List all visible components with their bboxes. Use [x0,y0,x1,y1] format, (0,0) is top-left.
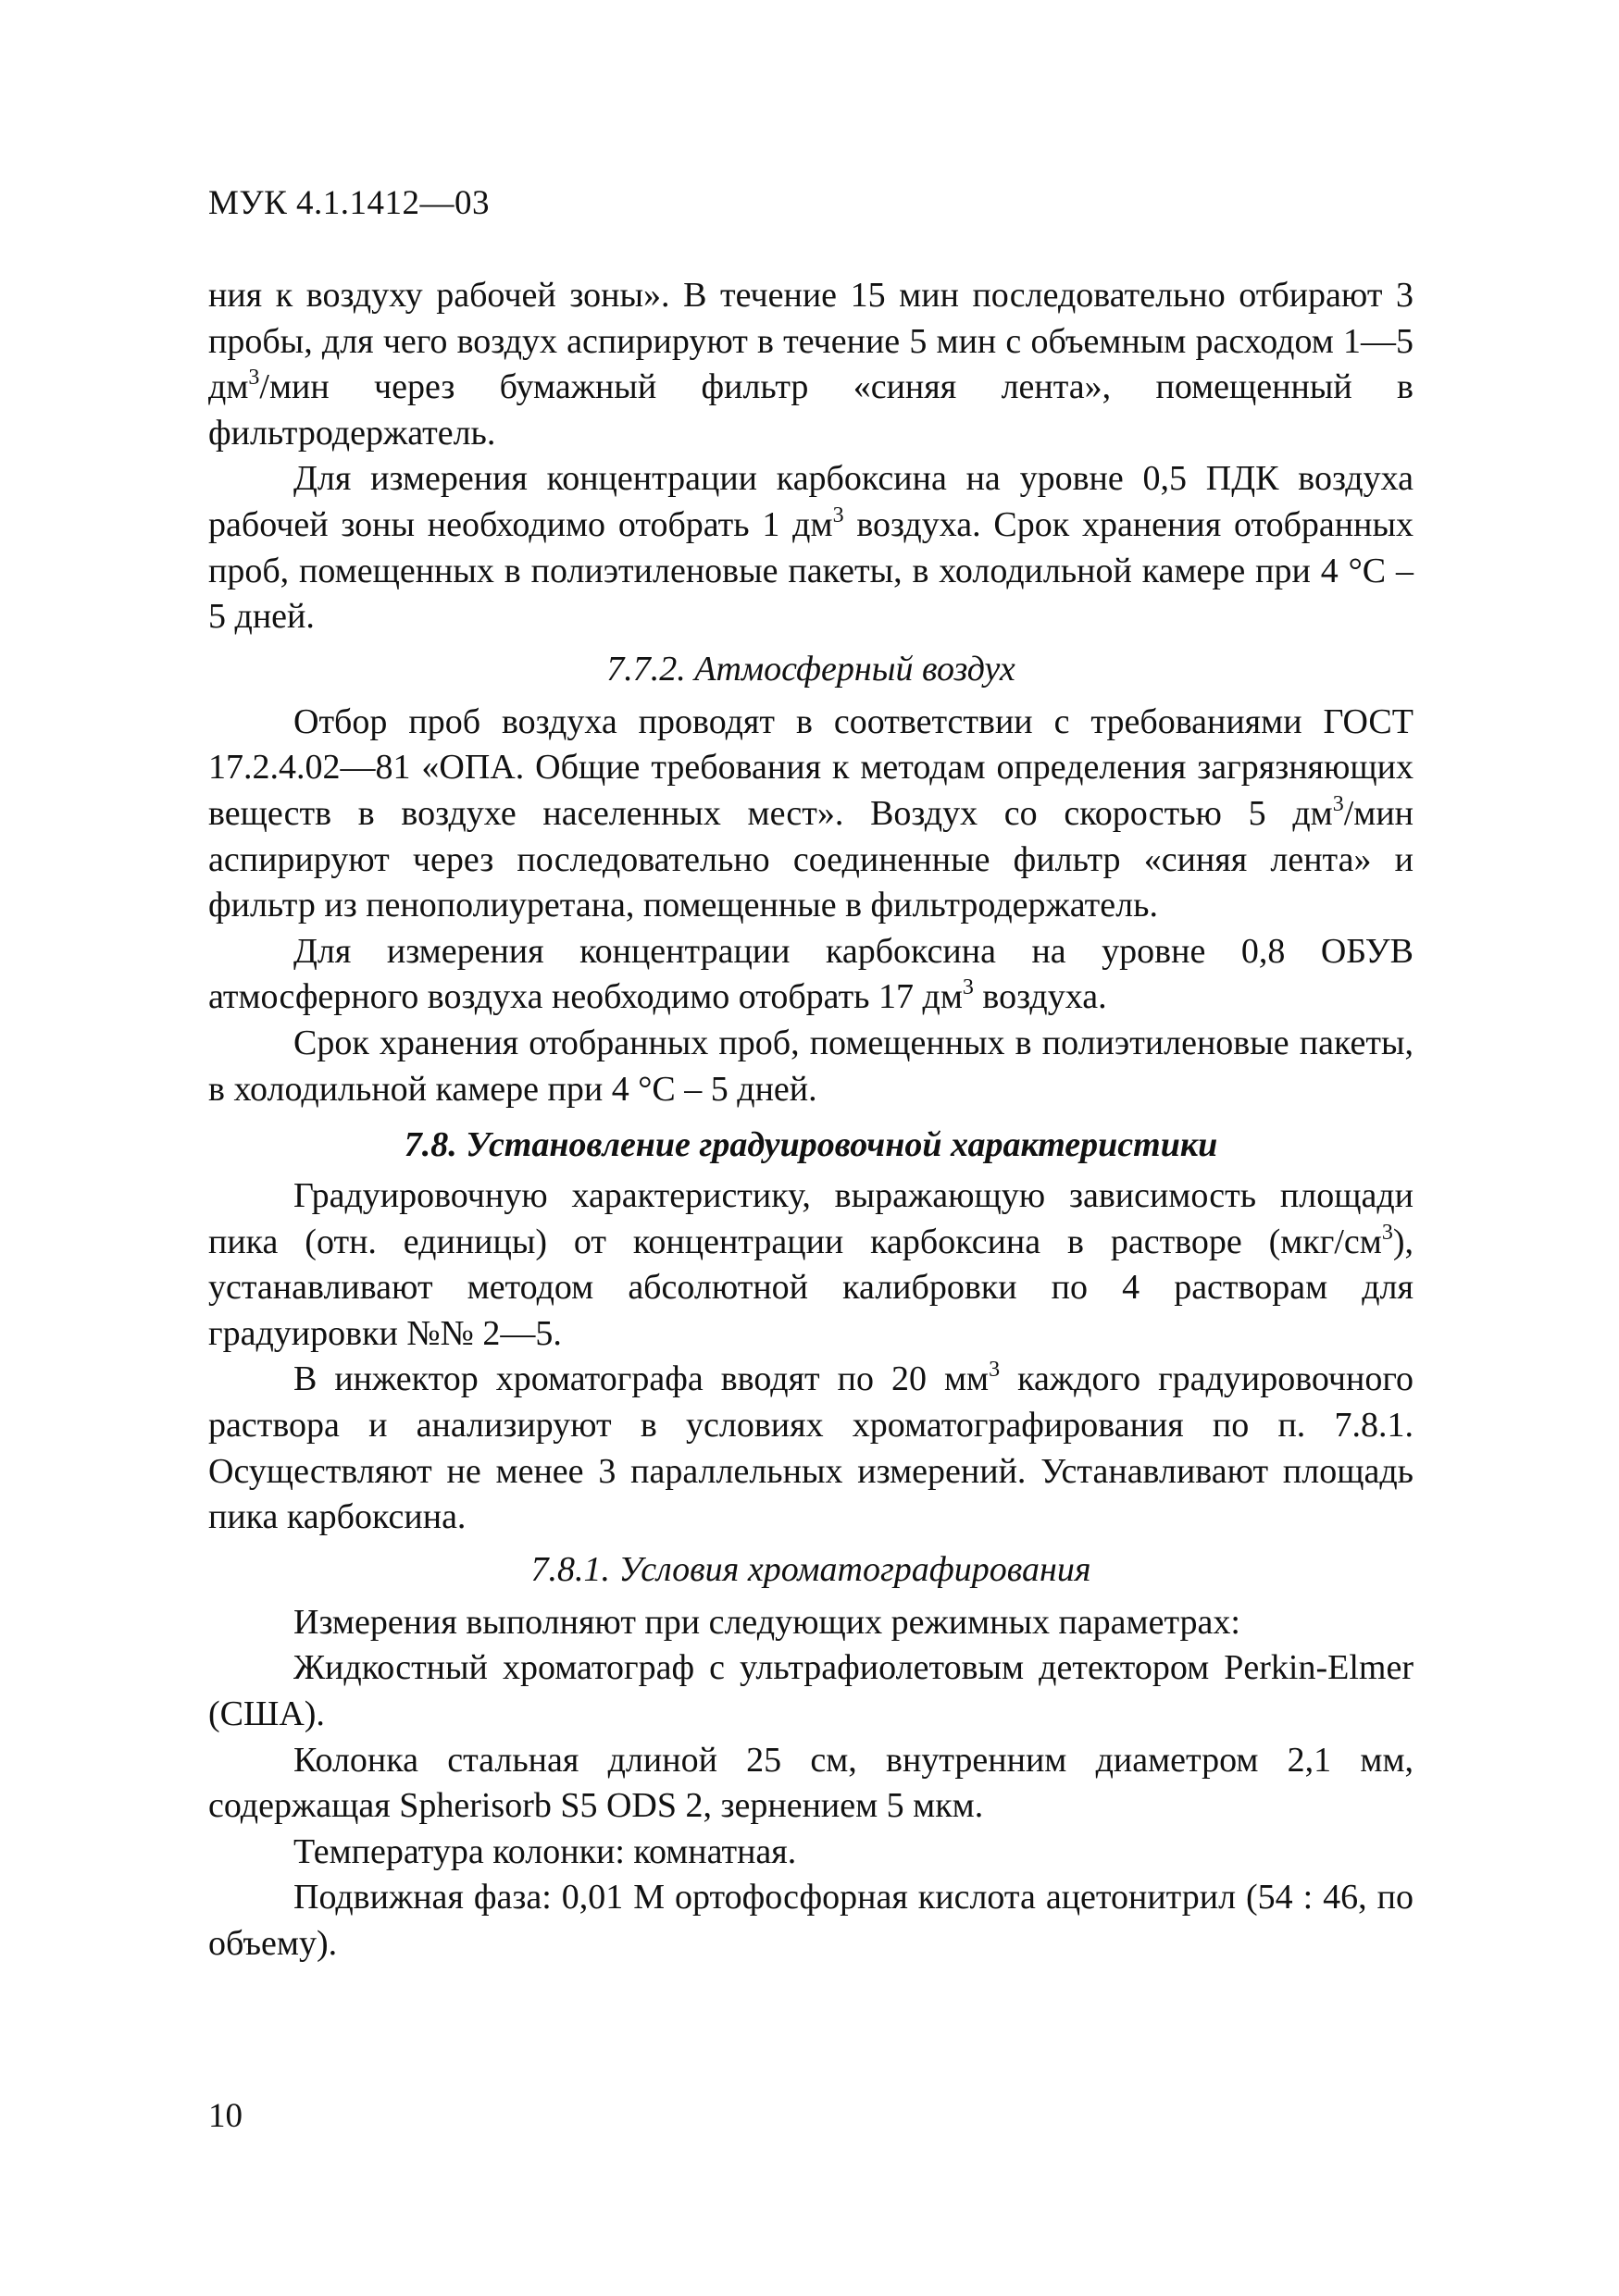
paragraph-column-temperature: Температура колонки: комнатная. [293,1831,797,1871]
text-run: ния к воздуху рабочей зоны». В течение 15 мин последовательно отбирают 3 пробы, для чего воздух аспирируют в течение 5 мин с объемным расходом 1—5 дм [208,276,1414,407]
paragraph-calibration [208,1173,1414,1357]
text-run: В инжектор хроматографа вводят по 20 мм [293,1359,990,1399]
paragraph-column: Колонка стальная длиной 25 см, внутренним диаметром 2,1 мм, содержащая Spherisorb S5 ODS 2, зернением 5 мкм. [208,1740,1414,1826]
paragraph-work-zone-volume [208,456,1414,639]
text-run: Градуировочную характеристику, выражающую зависимость площади пика (отн. единицы) от концентрации карбоксина в растворе (мкг/см [208,1176,1414,1261]
text-run: воздуха. Срок хранения отобранных проб, помещенных в полиэтиленовые пакеты, в холодильной камере при 4 °С – 5 дней. [208,504,1414,637]
text-run: Отбор проб воздуха проводят в соответствии с требованиями ГОСТ 17.2.4.02—81 «ОПА. Общие требования к методам определения загрязняющих веществ в воздухе населенных мест». Воздух со скоростью 5 дм [208,701,1414,833]
page-number: 10 [208,2097,243,2135]
page-body [208,273,1414,1967]
paragraph-measurement-params: Измерения выполняют при следующих режимных параметрах: [293,1602,1240,1642]
section-heading-7-8: 7.8. Установление градуировочной характеристики [404,1125,1218,1165]
paragraph-mobile-phase: Подвижная фаза: 0,01 М ортофосфорная кислота ацетонитрил (54 : 46, по объему). [208,1878,1414,1963]
superscript: 3 [248,366,260,391]
paragraph-atmospheric-sampling [208,700,1414,929]
superscript: 3 [1381,1220,1393,1245]
superscript: 3 [1332,791,1344,816]
document-code-header: МУК 4.1.1412—03 [208,184,491,222]
paragraph-sampling-work-zone [208,273,1414,456]
text-run: Для измерения концентрации карбоксина на уровне 0,8 ОБУВ атмосферного воздуха необходимо отобрать 17 дм [208,931,1414,1017]
paragraph-injection [208,1357,1414,1540]
text-run: Для измерения концентрации карбоксина на уровне 0,5 ПДК воздуха рабочей зоны необходимо отобрать 1 дм [208,459,1414,544]
subsection-heading-7-7-2: 7.7.2. Атмосферный воздух [606,649,1015,689]
paragraph-atmospheric-volume [208,929,1414,1021]
text-run: /мин через бумажный фильтр «синяя лента», помещенный в фильтродержатель. [208,367,1414,453]
superscript: 3 [989,1358,1001,1383]
text-run: воздуха. [973,977,1107,1017]
superscript: 3 [962,975,974,1000]
text-run: /мин аспирируют через последовательно соединенные фильтр «синяя лента» и фильтр из пенополиуретана, помещенные в фильтродержатель. [208,793,1414,925]
paragraph-storage-term: Срок хранения отобранных проб, помещенных в полиэтиленовые пакеты, в холодильной камере при 4 °С – 5 дней. [208,1023,1414,1109]
superscript: 3 [832,503,844,527]
text-run: ), устанавливают методом абсолютной калибровки по 4 растворам для градуировки №№ 2—5. [208,1222,1414,1353]
subsection-heading-7-8-1: 7.8.1. Условия хроматографирования [530,1549,1091,1589]
text-run: каждого градуировочного раствора и анализируют в условиях хроматографирования по п. 7.8.1. Осуществляют не менее 3 параллельных измерений. Устанавливают площадь пика карбоксина. [208,1359,1414,1537]
paragraph-chromatograph: Жидкостный хроматограф с ультрафиолетовым детектором Perkin-Elmer (США). [208,1648,1414,1734]
